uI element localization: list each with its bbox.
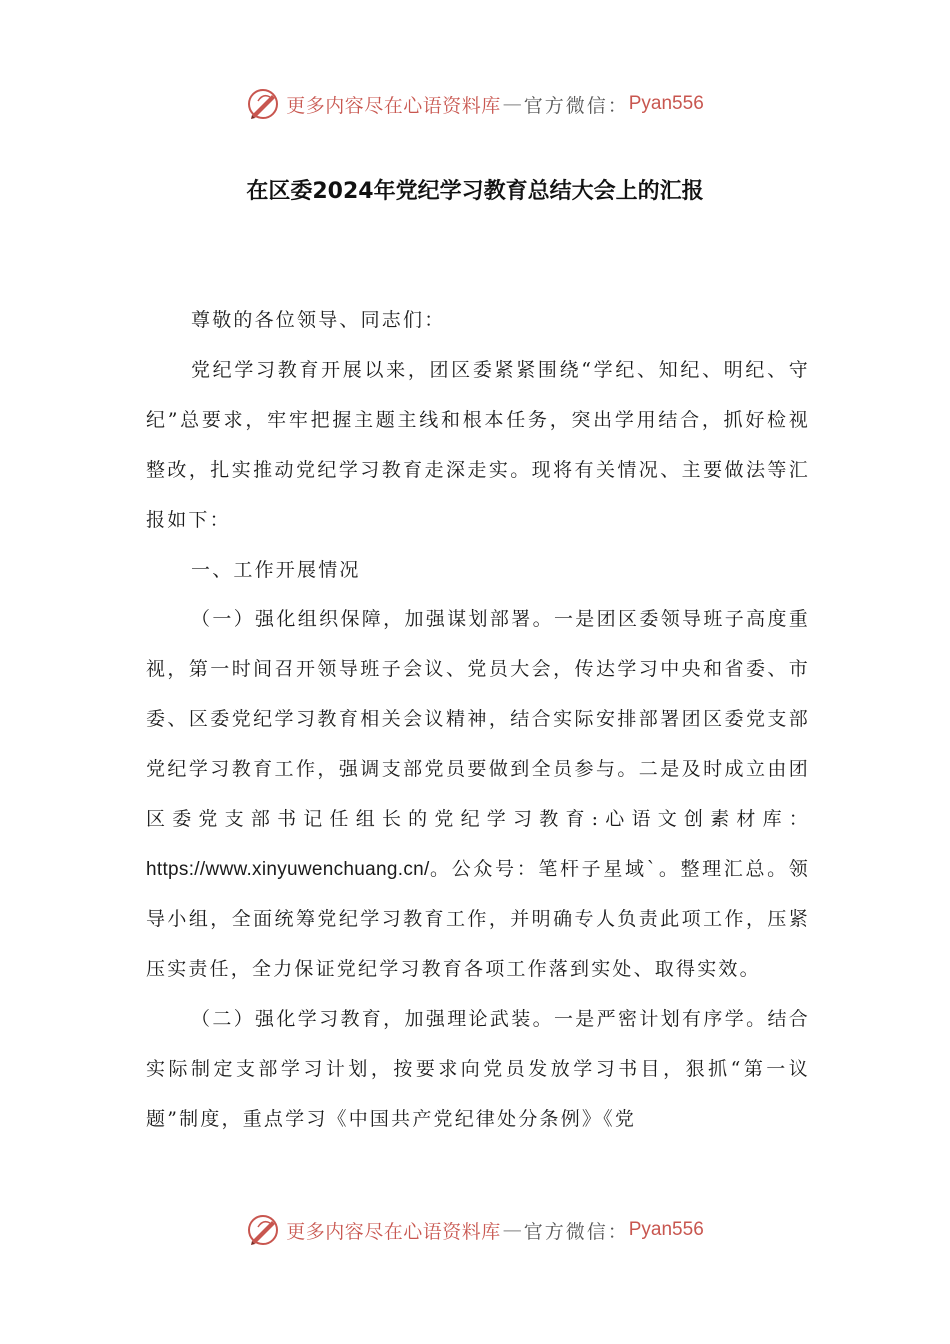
document-body <box>146 296 810 1144</box>
paragraph-study: （二）强化学习教育，加强理论武装。一是严密计划有序学。结合实际制定支部学习计划，按要求向党员发放学习书目，狠抓“第一议题”制度，重点学习《中国共产党纪律处分条例》《党 <box>146 1007 810 1130</box>
banner-wechat-id: Pyan556 <box>628 93 704 114</box>
website-url[interactable]: https://www.xinyuwenchuang.cn/ <box>146 858 430 880</box>
banner-dash: — <box>502 1219 522 1241</box>
pen-logo-icon <box>246 87 280 121</box>
banner-brand-text: 更多内容尽在心语资料库 <box>286 94 501 117</box>
banner-wechat-id: Pyan556 <box>628 1219 704 1240</box>
banner-brand-text: 更多内容尽在心语资料库 <box>286 1220 501 1243</box>
banner-dash: — <box>502 93 522 115</box>
paragraph-intro: 党纪学习教育开展以来，团区委紧紧围绕“学纪、知纪、明纪、守纪”总要求，牢牢把握主题主线和根本任务，突出学用结合，抓好检视整改，扎实推动党纪学习教育走深走实。现将有关情况、主要做法等汇报如下： <box>146 358 810 531</box>
paragraph-organization-text: （一）强化组织保障，加强谋划部署。一是团区委领导班子高度重视，第一时间召开领导班子会议、党员大会，传达学习中央和省委、市委、区委党纪学习教育相关会议精神，结合实际安排部署团区委党支部党纪学习教育工作，强调支部党员要做到全员参与。二是及时成立由团区委党支部书记任组长的党纪学习教育:心语文创素材库： <box>146 608 810 831</box>
banner-wechat-label: 官方微信： <box>523 1220 629 1243</box>
paragraph-organization-rest: 。公众号：笔杆子星域`。整理汇总。领导小组，全面统筹党纪学习教育工作，并明确专人负责此项工作，压紧压实责任，全力保证党纪学习教育各项工作落到实处、取得实效。 <box>146 857 810 980</box>
pen-logo-icon <box>246 1213 280 1247</box>
document-title: 在区委2024年党纪学习教育总结大会上的汇报 <box>246 179 704 204</box>
header-banner <box>0 84 950 124</box>
paragraph-organization <box>146 595 810 994</box>
footer-banner <box>0 1210 950 1250</box>
section-heading-1: 一、工作开展情况 <box>191 558 361 581</box>
banner-wechat-label: 官方微信： <box>523 94 629 117</box>
paragraph-salutation: 尊敬的各位领导、同志们： <box>191 309 446 331</box>
